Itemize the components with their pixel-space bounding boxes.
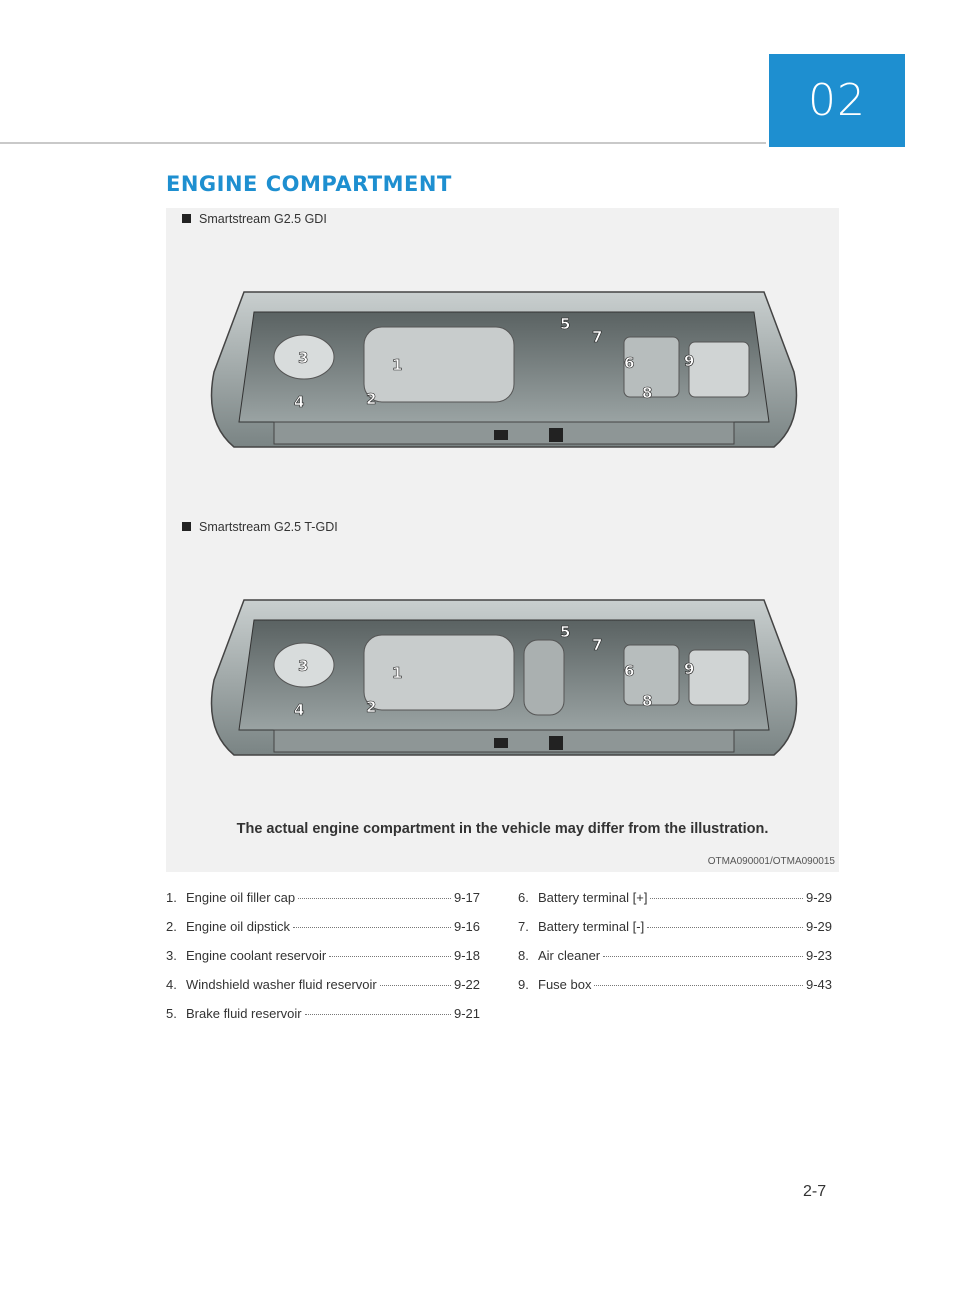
callout-9: 9 bbox=[684, 660, 695, 678]
item-text: Windshield washer fluid reservoir bbox=[186, 977, 377, 992]
leader-dots bbox=[650, 898, 803, 899]
component-list-right bbox=[518, 890, 832, 1006]
callout-2: 2 bbox=[366, 698, 377, 716]
item-text: Battery terminal [-] bbox=[538, 919, 645, 934]
leader-dots bbox=[298, 898, 451, 899]
variant-label-tgdi bbox=[182, 520, 338, 534]
callout-1: 1 bbox=[392, 664, 403, 682]
item-text: Engine oil dipstick bbox=[186, 919, 291, 934]
callout-9: 9 bbox=[684, 352, 695, 370]
square-bullet-icon bbox=[182, 214, 191, 223]
callout-3: 3 bbox=[298, 657, 309, 675]
list-item bbox=[518, 977, 832, 1006]
variant-label-text: Smartstream G2.5 GDI bbox=[199, 212, 327, 226]
callout-5: 5 bbox=[560, 315, 571, 333]
callout-5: 5 bbox=[560, 623, 571, 641]
square-bullet-icon bbox=[182, 522, 191, 531]
engine-figure bbox=[166, 208, 839, 872]
variant-label-gdi bbox=[182, 212, 327, 226]
item-page: 9-21 bbox=[453, 1006, 480, 1021]
item-number: 3. bbox=[166, 948, 177, 963]
leader-dots bbox=[647, 927, 803, 928]
list-item bbox=[166, 977, 480, 1006]
item-page: 9-16 bbox=[453, 919, 480, 934]
engine-illustration-gdi bbox=[194, 272, 814, 482]
list-item bbox=[518, 948, 832, 977]
item-number: 2. bbox=[166, 919, 177, 934]
item-text: Air cleaner bbox=[538, 948, 601, 963]
item-number: 8. bbox=[518, 948, 529, 963]
item-number: 1. bbox=[166, 890, 177, 905]
leader-dots bbox=[305, 1014, 451, 1015]
callout-8: 8 bbox=[642, 692, 653, 710]
variant-label-text: Smartstream G2.5 T-GDI bbox=[199, 520, 338, 534]
callout-2: 2 bbox=[366, 390, 377, 408]
item-number: 4. bbox=[166, 977, 177, 992]
list-item bbox=[166, 890, 480, 919]
section-title: ENGINE COMPARTMENT bbox=[166, 172, 452, 196]
figure-code: OTMA090001/OTMA090015 bbox=[707, 856, 835, 867]
item-page: 9-43 bbox=[805, 977, 832, 992]
header-rule bbox=[0, 142, 766, 144]
item-text: Battery terminal [+] bbox=[538, 890, 648, 905]
leader-dots bbox=[329, 956, 451, 957]
list-item bbox=[166, 948, 480, 977]
leader-dots bbox=[603, 956, 803, 957]
leader-dots bbox=[380, 985, 451, 986]
list-item bbox=[166, 919, 480, 948]
item-page: 9-29 bbox=[805, 919, 832, 934]
page-number: 2-7 bbox=[803, 1183, 827, 1200]
callout-7: 7 bbox=[592, 328, 603, 346]
item-text: Engine oil filler cap bbox=[186, 890, 296, 905]
list-item bbox=[166, 1006, 480, 1035]
callout-3: 3 bbox=[298, 349, 309, 367]
figure-caption: The actual engine compartment in the vehicle may differ from the illustration. bbox=[236, 821, 769, 837]
leader-dots bbox=[594, 985, 802, 986]
callout-8: 8 bbox=[642, 384, 653, 402]
item-number: 9. bbox=[518, 977, 529, 992]
item-page: 9-23 bbox=[805, 948, 832, 963]
chapter-tab: 02 bbox=[769, 54, 905, 147]
list-item bbox=[518, 890, 832, 919]
callout-6: 6 bbox=[624, 662, 635, 680]
item-number: 7. bbox=[518, 919, 529, 934]
list-item bbox=[518, 919, 832, 948]
item-page: 9-18 bbox=[453, 948, 480, 963]
item-page: 9-29 bbox=[805, 890, 832, 905]
callout-4: 4 bbox=[294, 701, 305, 719]
callout-7: 7 bbox=[592, 636, 603, 654]
item-number: 5. bbox=[166, 1006, 177, 1021]
item-page: 9-17 bbox=[453, 890, 480, 905]
engine-illustration-tgdi bbox=[194, 580, 814, 790]
item-number: 6. bbox=[518, 890, 529, 905]
item-text: Brake fluid reservoir bbox=[186, 1006, 302, 1021]
callout-4: 4 bbox=[294, 393, 305, 411]
item-text: Fuse box bbox=[538, 977, 592, 992]
item-text: Engine coolant reservoir bbox=[186, 948, 327, 963]
callout-1: 1 bbox=[392, 356, 403, 374]
callout-6: 6 bbox=[624, 354, 635, 372]
component-list-left bbox=[166, 890, 480, 1035]
leader-dots bbox=[293, 927, 451, 928]
item-page: 9-22 bbox=[453, 977, 480, 992]
